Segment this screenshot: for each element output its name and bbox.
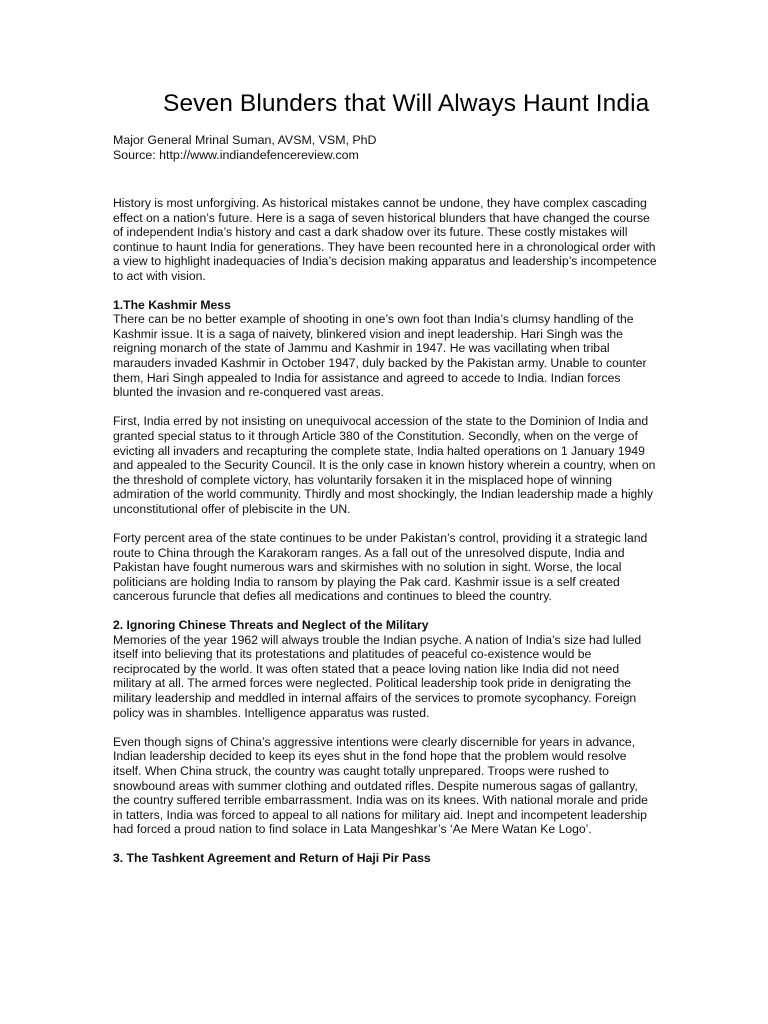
section-heading: 3. The Tashkent Agreement and Return of Haji Pir Pass	[113, 850, 431, 865]
source-line: Source: http://www.indiandefencereview.com	[113, 148, 359, 162]
section-chinese-threats	[113, 618, 658, 837]
section-paragraph: There can be no better example of shooting in one’s own foot than India’s clumsy handling of the Kashmir issue. It is a saga of naivety, blinkered vision and inept leadership. Hari Singh was the reigning monarch of the state of Jammu and Kashmir in 1947. He was vacillating when tribal marauders invaded Kashmir in October 1947, duly backed by the Pakistan army. Unable to counter them, Hari Singh appealed to India for assistance and agreed to accede to India. Indian forces blunted the invasion and re-conquered vast areas.	[113, 312, 647, 400]
section-paragraph: First, India erred by not insisting on unequivocal accession of the state to the Dominion of India and granted special status to it through Article 380 of the Constitution. Secondly, when on the verge of evicting all invaders and recapturing the complete state, India halted operations on 1 January 1949 and appealed to the Security Council. It is the only case in known history wherein a country, when on the threshold of complete victory, has voluntarily forsaken it in the misplaced hope of winning admiration of the world community. Thirdly and most shockingly, the Indian leadership made a highly unconstitutional offer of plebiscite in the UN.	[113, 414, 656, 516]
section-paragraph: Even though signs of China’s aggressive intentions were clearly discernible for years in advance, Indian leadership decided to keep its eyes shut in the fond hope that the problem would resolve itself. When China struck, the country was caught totally unprepared. Troops were rushed to snowbound areas with summer clothing and outdated rifles. Despite numerous sagas of gallantry, the country suffered terrible embarrassment. India was on its knees. With national morale and pride in tatters, India was forced to appeal to all nations for military aid. Inept and incompetent leadership had forced a proud nation to find solace in Lata Mangeshkar’s ‘Ae Mere Watan Ke Logo’.	[113, 734, 648, 837]
section-tashkent	[113, 851, 658, 866]
author-line: Major General Mrinal Suman, AVSM, VSM, PhD	[113, 133, 377, 147]
section-paragraph: Forty percent area of the state continues to be under Pakistan’s control, providing it a strategic land route to China through the Karakoram ranges. As a fall out of the unresolved dispute, India and Pakistan have fought numerous wars and skirmishes with no solution in sight. Worse, the local politicians are holding India to ransom by playing the Pak card. Kashmir issue is a self created cancerous furuncle that defies all medications and continues to bleed the country.	[113, 531, 648, 604]
section-kashmir	[113, 298, 658, 604]
section-heading: 1.The Kashmir Mess	[113, 297, 231, 312]
intro-paragraph: History is most unforgiving. As historical mistakes cannot be undone, they have complex cascading effect on a nation’s future. Here is a saga of seven historical blunders that have changed the course of independent India’s history and cast a dark shadow over its future. These costly mistakes will continue to haunt India for generations. They have been recounted here in a chronological order with a view to highlight inadequacies of India’s decision making apparatus and leadership’s incompetence to act with vision.	[113, 196, 657, 283]
document-page	[113, 88, 658, 866]
document-title: Seven Blunders that Will Always Haunt India	[163, 90, 650, 117]
section-heading: 2. Ignoring Chinese Threats and Neglect of the Military	[113, 618, 429, 633]
document-meta	[113, 133, 658, 163]
section-paragraph: Memories of the year 1962 will always trouble the Indian psyche. A nation of India’s size had lulled itself into believing that its protestations and platitudes of peaceful co-existence would be reciprocated by the world. It was often stated that a peace loving nation like India did not need military at all. The armed forces were neglected. Political leadership took pride in denigrating the military leadership and meddled in internal affairs of the services to promote sycophancy. Foreign policy was in shambles. Intelligence apparatus was rusted.	[113, 632, 642, 720]
